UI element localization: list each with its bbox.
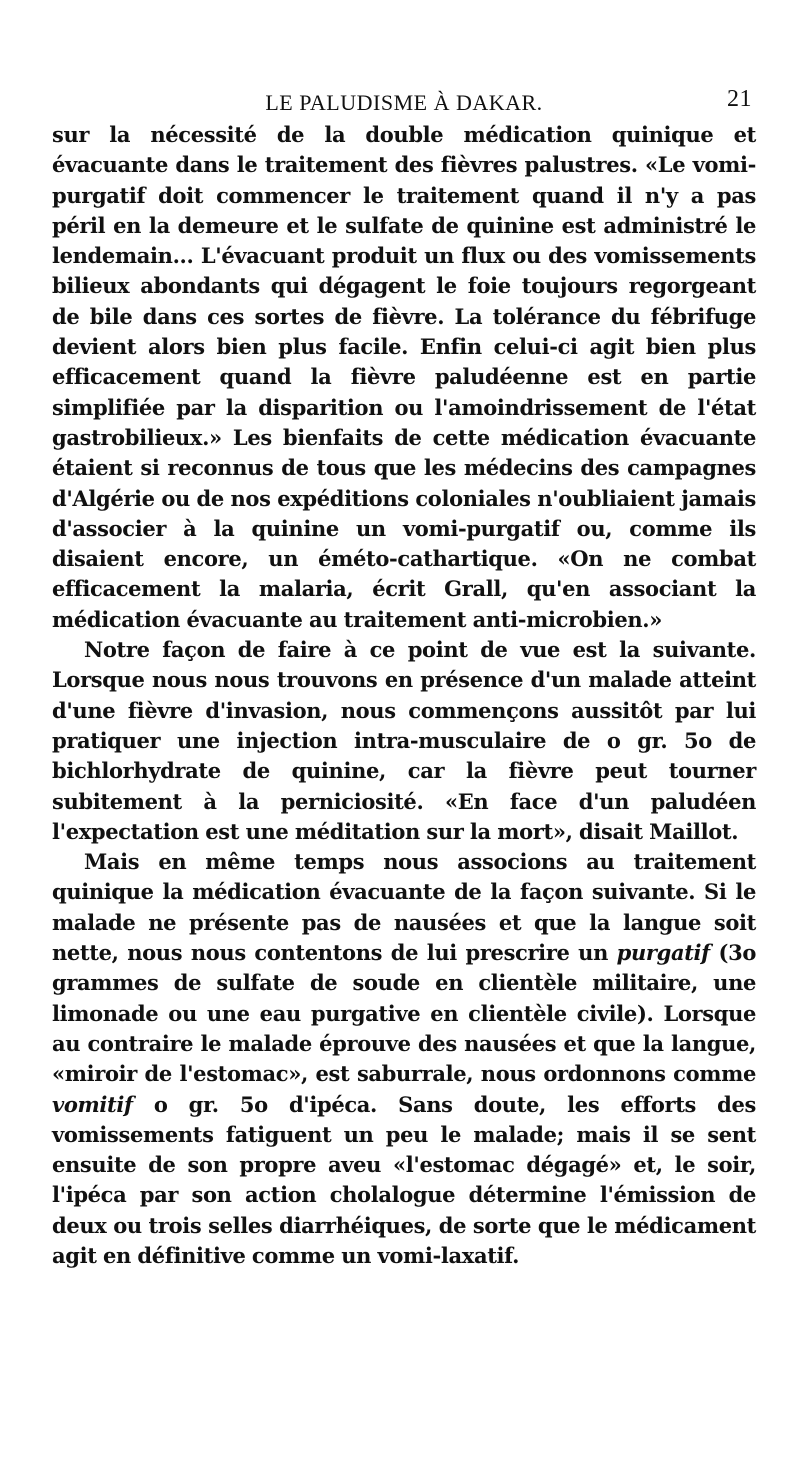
emphasis-purgatif: purgatif [616,940,710,966]
running-title: LE PALUDISME À DAKAR. [265,90,543,115]
page-number: 21 [727,86,752,112]
emphasis-vomitif: vomitif [52,1091,133,1117]
running-head [52,84,756,120]
paragraph-evacuant-treatment [52,847,756,1271]
body-text [52,120,756,1271]
paragraph-method: Notre façon de faire à ce point de vue est la suivante. Lorsque nous nous trouvons en présence d'un malade atteint d'une fièvre d'invasion, nous commençons aussitôt par lui pratiquer une injection intra-musculaire de o gr. 5o de bichlorhydrate de quinine, car la fièvre peut tourner subitement à la perniciosité. «En face d'un paludéen l'expectation est une méditation sur la mort», disait Maillot. [52,637,756,844]
paragraph-text-part: o gr. 5o d'ipéca. Sans doute, les efforts des vomissements fatiguent un peu le malade; mais il se sent ensuite de son propre aveu «l'estomac dégagé» et, le soir, l'ipéca par son action cholalogue détermine l'émission de deux ou trois selles diarrhéiques, de sorte que le médicament agit en définitive comme un vomi-laxatif. [52,1091,756,1268]
paragraph-text-part: (3o grammes de sulfate de soude en clientèle militaire, une limonade ou une eau purgative en clientèle civile). Lorsque au contraire le malade éprouve des nausées et que la langue, «miroir de l'estomac», est saburrale, nous ordonnons comme [52,940,756,1087]
book-page [52,84,756,1271]
paragraph-continuation: sur la nécessité de la double médication quinique et évacuante dans le traitement des fièvres palustres. «Le vomi-purgatif doit commencer le traitement quand il n'y a pas péril en la demeure et le sulfate de quinine est administré le lendemain... L'évacuant produit un flux ou des vomissements bilieux abondants qui dégagent le foie toujours regorgeant de bile dans ces sortes de fièvre. La tolérance du fébrifuge devient alors bien plus facile. Enfin celui-ci agit bien plus efficacement quand la fièvre paludéenne est en partie simplifiée par la disparition ou l'amoindrissement de l'état gastrobilieux.» Les bienfaits de cette médication évacuante étaient si reconnus de tous que les médecins des campagnes d'Algérie ou de nos expéditions coloniales n'oubliaient jamais d'associer à la quinine un vomi-purgatif ou, comme ils disaient encore, un éméto-cathartique. «On ne combat efficacement la malaria, écrit Grall, qu'en associant la médication évacuante au traitement anti-microbien.» [52,122,756,632]
paragraph-text-part: Mais en même temps nous associons au traitement quinique la médication évacuante de la façon suivante. Si le malade ne présente pas de nausées et que la langue soit nette, nous nous contentons de lui prescrire un [52,849,756,966]
